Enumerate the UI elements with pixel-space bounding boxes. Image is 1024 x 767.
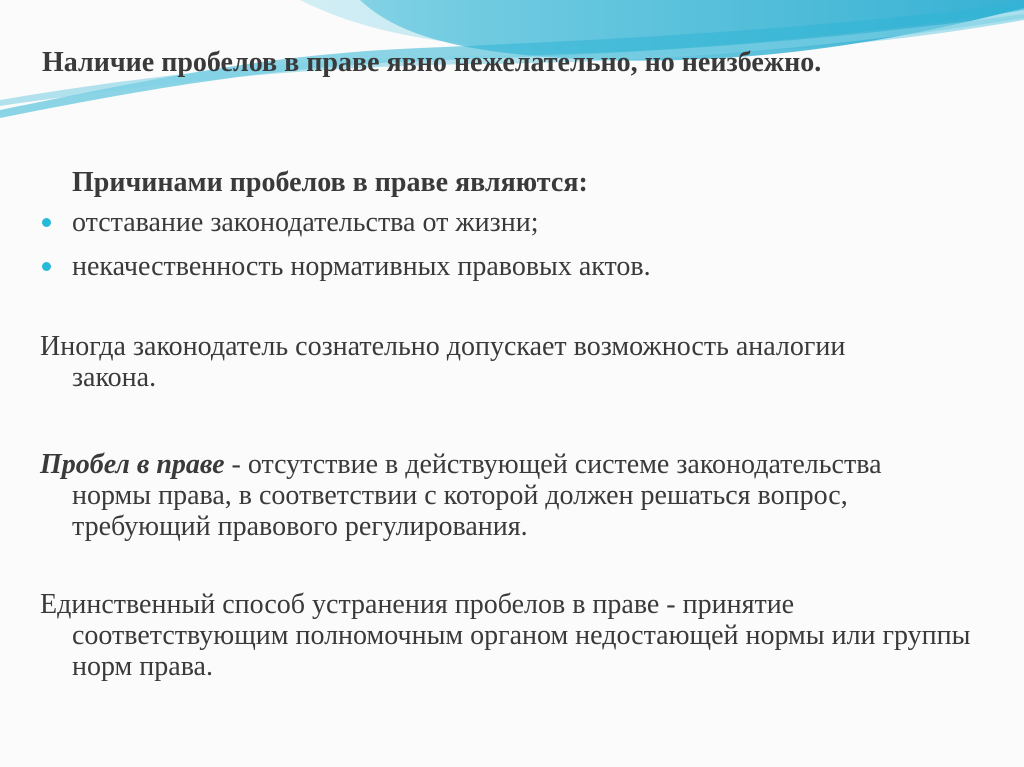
slide-heading: Наличие пробелов в праве явно нежелательно, но неизбежно.	[42, 47, 822, 78]
bullet-icon	[42, 262, 51, 271]
bullet-icon	[42, 218, 51, 227]
definition-paragraph	[40, 449, 962, 542]
definition-text: - отсутствие в действующей системе законодательства нормы права, в соответствии с которой должен решаться вопрос, требующий правового регулирования.	[72, 449, 882, 542]
analogy-paragraph: Иногда законодатель сознательно допускает возможность аналогии закона.	[40, 331, 846, 393]
list-item-text: отставание законодательства от жизни;	[72, 207, 539, 238]
list-item-text: некачественность нормативных правовых актов.	[72, 251, 651, 282]
causes-title: Причинами пробелов в праве являются:	[72, 167, 588, 198]
defined-term: Пробел в праве	[40, 449, 225, 480]
remedy-paragraph: Единственный способ устранения пробелов в праве - принятие соответствующим полномочным органом недостающей нормы или группы норм права.	[40, 589, 971, 682]
